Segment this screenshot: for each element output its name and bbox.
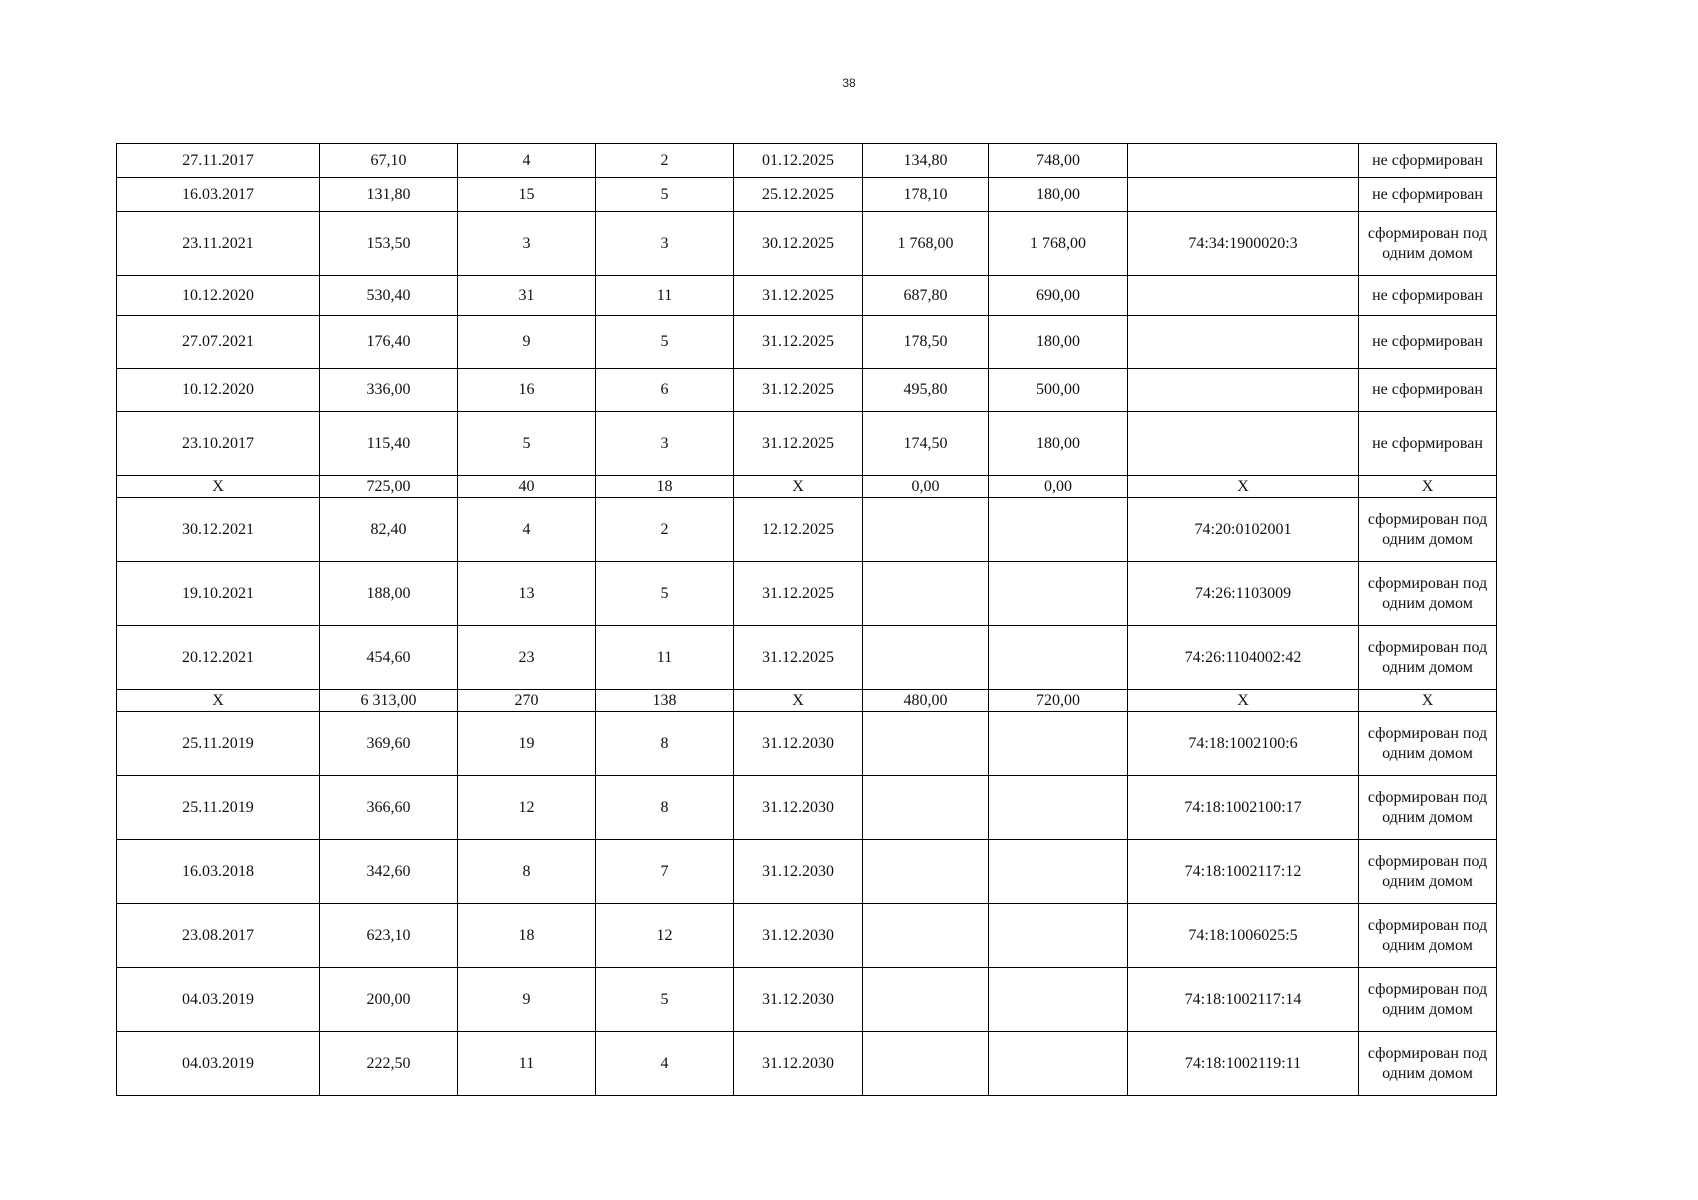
value-b-cell bbox=[989, 712, 1128, 776]
value-a-cell bbox=[863, 712, 989, 776]
value-a-cell bbox=[863, 498, 989, 562]
area-cell: 530,40 bbox=[320, 276, 458, 316]
apartments-cell: 8 bbox=[596, 776, 734, 840]
deadline-cell: X bbox=[734, 690, 863, 712]
apartments-cell: 2 bbox=[596, 144, 734, 178]
value-b-cell: 690,00 bbox=[989, 276, 1128, 316]
status-cell: не сформирован bbox=[1359, 144, 1497, 178]
apartments-cell: 5 bbox=[596, 968, 734, 1032]
residents-cell: 3 bbox=[458, 212, 596, 276]
apartments-cell: 12 bbox=[596, 904, 734, 968]
date-cell: 23.11.2021 bbox=[117, 212, 320, 276]
status-cell: сформирован под одним домом bbox=[1359, 626, 1497, 690]
deadline-cell: 31.12.2025 bbox=[734, 626, 863, 690]
value-a-cell: 174,50 bbox=[863, 412, 989, 476]
area-cell: 6 313,00 bbox=[320, 690, 458, 712]
status-cell: не сформирован bbox=[1359, 412, 1497, 476]
residents-cell: 9 bbox=[458, 968, 596, 1032]
status-cell: не сформирован bbox=[1359, 316, 1497, 369]
cadastral-cell bbox=[1128, 316, 1359, 369]
date-cell: 25.11.2019 bbox=[117, 776, 320, 840]
value-a-cell bbox=[863, 968, 989, 1032]
residents-cell: 12 bbox=[458, 776, 596, 840]
table-row bbox=[117, 498, 1497, 562]
status-cell: сформирован под одним домом bbox=[1359, 562, 1497, 626]
value-b-cell: 1 768,00 bbox=[989, 212, 1128, 276]
table-row bbox=[117, 369, 1497, 412]
residents-cell: 270 bbox=[458, 690, 596, 712]
value-a-cell: 178,10 bbox=[863, 178, 989, 212]
value-a-cell: 495,80 bbox=[863, 369, 989, 412]
residents-cell: 31 bbox=[458, 276, 596, 316]
table-body bbox=[117, 144, 1497, 1096]
status-cell: сформирован под одним домом bbox=[1359, 904, 1497, 968]
apartments-cell: 3 bbox=[596, 212, 734, 276]
status-cell: сформирован под одним домом bbox=[1359, 712, 1497, 776]
residents-cell: 13 bbox=[458, 562, 596, 626]
date-cell: 23.10.2017 bbox=[117, 412, 320, 476]
apartments-cell: 11 bbox=[596, 276, 734, 316]
area-cell: 342,60 bbox=[320, 840, 458, 904]
data-table bbox=[116, 143, 1497, 1096]
area-cell: 336,00 bbox=[320, 369, 458, 412]
residents-cell: 4 bbox=[458, 498, 596, 562]
apartments-cell: 8 bbox=[596, 712, 734, 776]
value-a-cell bbox=[863, 776, 989, 840]
date-cell: 23.08.2017 bbox=[117, 904, 320, 968]
cadastral-cell: 74:20:0102001 bbox=[1128, 498, 1359, 562]
value-b-cell bbox=[989, 562, 1128, 626]
value-b-cell bbox=[989, 626, 1128, 690]
cadastral-cell: 74:18:1002119:11 bbox=[1128, 1032, 1359, 1096]
date-cell: 10.12.2020 bbox=[117, 276, 320, 316]
residents-cell: 16 bbox=[458, 369, 596, 412]
date-cell: 27.11.2017 bbox=[117, 144, 320, 178]
apartments-cell: 5 bbox=[596, 316, 734, 369]
deadline-cell: 01.12.2025 bbox=[734, 144, 863, 178]
deadline-cell: 31.12.2025 bbox=[734, 369, 863, 412]
value-a-cell bbox=[863, 904, 989, 968]
subtotal-row bbox=[117, 690, 1497, 712]
apartments-cell: 7 bbox=[596, 840, 734, 904]
cadastral-cell: 74:34:1900020:3 bbox=[1128, 212, 1359, 276]
value-b-cell: 500,00 bbox=[989, 369, 1128, 412]
status-cell: не сформирован bbox=[1359, 178, 1497, 212]
value-b-cell bbox=[989, 776, 1128, 840]
date-cell: X bbox=[117, 476, 320, 498]
area-cell: 131,80 bbox=[320, 178, 458, 212]
value-b-cell bbox=[989, 904, 1128, 968]
date-cell: 16.03.2018 bbox=[117, 840, 320, 904]
value-a-cell: 687,80 bbox=[863, 276, 989, 316]
value-b-cell: 720,00 bbox=[989, 690, 1128, 712]
cadastral-cell: 74:26:1103009 bbox=[1128, 562, 1359, 626]
area-cell: 222,50 bbox=[320, 1032, 458, 1096]
table-row bbox=[117, 178, 1497, 212]
cadastral-cell: 74:18:1002117:12 bbox=[1128, 840, 1359, 904]
deadline-cell: 31.12.2030 bbox=[734, 1032, 863, 1096]
status-cell: сформирован под одним домом bbox=[1359, 776, 1497, 840]
residents-cell: 19 bbox=[458, 712, 596, 776]
residents-cell: 9 bbox=[458, 316, 596, 369]
area-cell: 623,10 bbox=[320, 904, 458, 968]
cadastral-cell bbox=[1128, 276, 1359, 316]
cadastral-cell: X bbox=[1128, 476, 1359, 498]
date-cell: 25.11.2019 bbox=[117, 712, 320, 776]
date-cell: 20.12.2021 bbox=[117, 626, 320, 690]
table-row bbox=[117, 212, 1497, 276]
table-row bbox=[117, 904, 1497, 968]
apartments-cell: 3 bbox=[596, 412, 734, 476]
cadastral-cell: 74:26:1104002:42 bbox=[1128, 626, 1359, 690]
page-number: 38 bbox=[842, 76, 856, 90]
status-cell: X bbox=[1359, 476, 1497, 498]
cadastral-cell: X bbox=[1128, 690, 1359, 712]
status-cell: X bbox=[1359, 690, 1497, 712]
table-row bbox=[117, 840, 1497, 904]
deadline-cell: 31.12.2025 bbox=[734, 412, 863, 476]
date-cell: 16.03.2017 bbox=[117, 178, 320, 212]
residents-cell: 15 bbox=[458, 178, 596, 212]
area-cell: 725,00 bbox=[320, 476, 458, 498]
cadastral-cell: 74:18:1002100:6 bbox=[1128, 712, 1359, 776]
table-row bbox=[117, 144, 1497, 178]
area-cell: 369,60 bbox=[320, 712, 458, 776]
residents-cell: 8 bbox=[458, 840, 596, 904]
date-cell: 04.03.2019 bbox=[117, 968, 320, 1032]
table-row bbox=[117, 712, 1497, 776]
apartments-cell: 5 bbox=[596, 178, 734, 212]
date-cell: 27.07.2021 bbox=[117, 316, 320, 369]
area-cell: 200,00 bbox=[320, 968, 458, 1032]
area-cell: 82,40 bbox=[320, 498, 458, 562]
deadline-cell: 31.12.2025 bbox=[734, 562, 863, 626]
status-cell: сформирован под одним домом bbox=[1359, 212, 1497, 276]
status-cell: сформирован под одним домом bbox=[1359, 1032, 1497, 1096]
area-cell: 67,10 bbox=[320, 144, 458, 178]
cadastral-cell: 74:18:1002100:17 bbox=[1128, 776, 1359, 840]
status-cell: сформирован под одним домом bbox=[1359, 840, 1497, 904]
status-cell: не сформирован bbox=[1359, 369, 1497, 412]
apartments-cell: 2 bbox=[596, 498, 734, 562]
deadline-cell: X bbox=[734, 476, 863, 498]
deadline-cell: 31.12.2025 bbox=[734, 276, 863, 316]
status-cell: не сформирован bbox=[1359, 276, 1497, 316]
value-a-cell bbox=[863, 840, 989, 904]
date-cell: 19.10.2021 bbox=[117, 562, 320, 626]
value-b-cell bbox=[989, 968, 1128, 1032]
table-row bbox=[117, 626, 1497, 690]
apartments-cell: 18 bbox=[596, 476, 734, 498]
deadline-cell: 31.12.2030 bbox=[734, 776, 863, 840]
value-a-cell: 480,00 bbox=[863, 690, 989, 712]
subtotal-row bbox=[117, 476, 1497, 498]
value-b-cell bbox=[989, 840, 1128, 904]
status-cell: сформирован под одним домом bbox=[1359, 498, 1497, 562]
apartments-cell: 11 bbox=[596, 626, 734, 690]
deadline-cell: 30.12.2025 bbox=[734, 212, 863, 276]
deadline-cell: 31.12.2025 bbox=[734, 316, 863, 369]
date-cell: 10.12.2020 bbox=[117, 369, 320, 412]
date-cell: 04.03.2019 bbox=[117, 1032, 320, 1096]
value-a-cell: 1 768,00 bbox=[863, 212, 989, 276]
table-row bbox=[117, 776, 1497, 840]
table-row bbox=[117, 1032, 1497, 1096]
value-a-cell bbox=[863, 1032, 989, 1096]
apartments-cell: 5 bbox=[596, 562, 734, 626]
area-cell: 454,60 bbox=[320, 626, 458, 690]
table-row bbox=[117, 968, 1497, 1032]
apartments-cell: 6 bbox=[596, 369, 734, 412]
cadastral-cell bbox=[1128, 369, 1359, 412]
date-cell: X bbox=[117, 690, 320, 712]
residents-cell: 18 bbox=[458, 904, 596, 968]
cadastral-cell: 74:18:1002117:14 bbox=[1128, 968, 1359, 1032]
deadline-cell: 31.12.2030 bbox=[734, 840, 863, 904]
cadastral-cell bbox=[1128, 178, 1359, 212]
value-a-cell: 178,50 bbox=[863, 316, 989, 369]
residents-cell: 11 bbox=[458, 1032, 596, 1096]
value-a-cell: 0,00 bbox=[863, 476, 989, 498]
value-b-cell: 748,00 bbox=[989, 144, 1128, 178]
residents-cell: 23 bbox=[458, 626, 596, 690]
deadline-cell: 12.12.2025 bbox=[734, 498, 863, 562]
residents-cell: 4 bbox=[458, 144, 596, 178]
residents-cell: 5 bbox=[458, 412, 596, 476]
apartments-cell: 138 bbox=[596, 690, 734, 712]
area-cell: 176,40 bbox=[320, 316, 458, 369]
table-row bbox=[117, 276, 1497, 316]
date-cell: 30.12.2021 bbox=[117, 498, 320, 562]
table-row bbox=[117, 412, 1497, 476]
value-b-cell: 180,00 bbox=[989, 316, 1128, 369]
deadline-cell: 31.12.2030 bbox=[734, 904, 863, 968]
area-cell: 366,60 bbox=[320, 776, 458, 840]
area-cell: 153,50 bbox=[320, 212, 458, 276]
cadastral-cell bbox=[1128, 412, 1359, 476]
deadline-cell: 31.12.2030 bbox=[734, 968, 863, 1032]
area-cell: 188,00 bbox=[320, 562, 458, 626]
value-b-cell bbox=[989, 498, 1128, 562]
cadastral-cell bbox=[1128, 144, 1359, 178]
deadline-cell: 31.12.2030 bbox=[734, 712, 863, 776]
status-cell: сформирован под одним домом bbox=[1359, 968, 1497, 1032]
value-b-cell: 180,00 bbox=[989, 412, 1128, 476]
deadline-cell: 25.12.2025 bbox=[734, 178, 863, 212]
value-a-cell: 134,80 bbox=[863, 144, 989, 178]
value-b-cell: 180,00 bbox=[989, 178, 1128, 212]
table-row bbox=[117, 316, 1497, 369]
value-a-cell bbox=[863, 562, 989, 626]
residents-cell: 40 bbox=[458, 476, 596, 498]
apartments-cell: 4 bbox=[596, 1032, 734, 1096]
table-row bbox=[117, 562, 1497, 626]
value-a-cell bbox=[863, 626, 989, 690]
cadastral-cell: 74:18:1006025:5 bbox=[1128, 904, 1359, 968]
value-b-cell bbox=[989, 1032, 1128, 1096]
area-cell: 115,40 bbox=[320, 412, 458, 476]
value-b-cell: 0,00 bbox=[989, 476, 1128, 498]
